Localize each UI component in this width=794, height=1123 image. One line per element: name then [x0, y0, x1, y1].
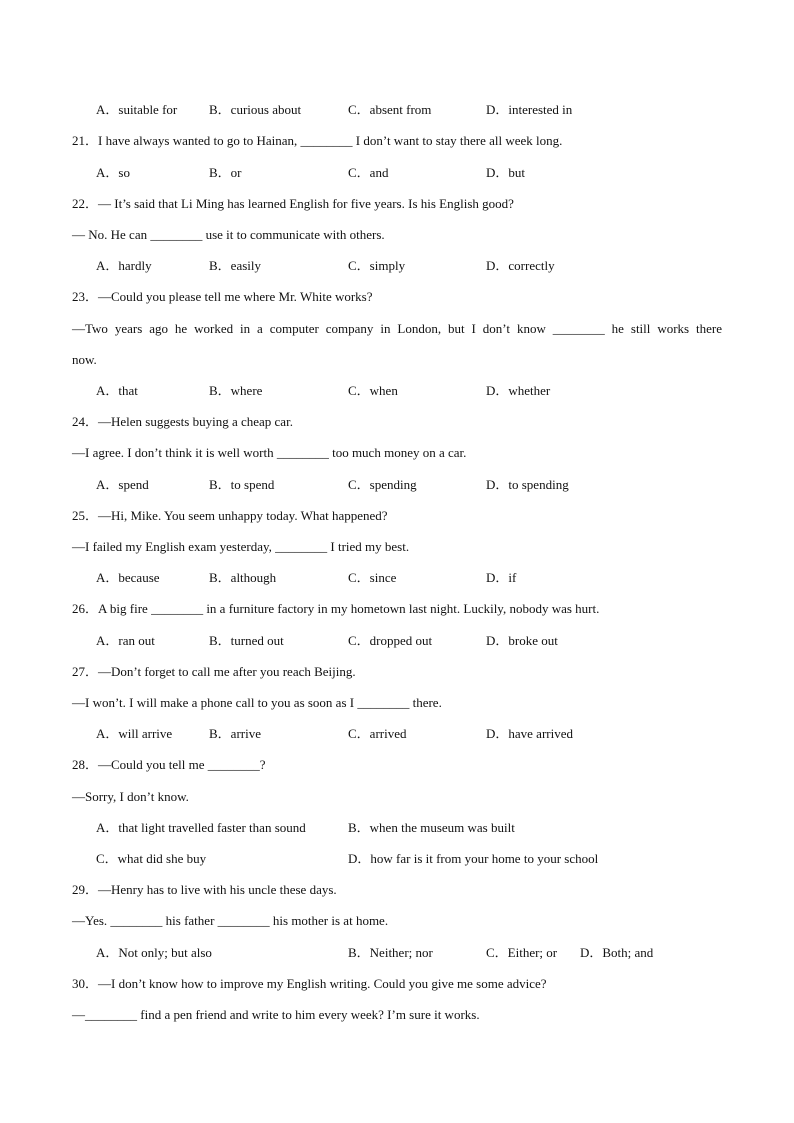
- q23-option-d[interactable]: D．whether: [486, 383, 551, 398]
- q22-reply: — No. He can ________ use it to communicate with others.: [72, 227, 385, 242]
- q28-stem: 28．—Could you tell me ________?: [72, 757, 266, 772]
- q24-option-d[interactable]: D．to spending: [486, 477, 569, 492]
- q25-option-d[interactable]: D．if: [486, 570, 517, 585]
- q24-option-c[interactable]: C．spending: [348, 477, 417, 492]
- q25-option-c[interactable]: C．since: [348, 570, 397, 585]
- q26-stem: 26．A big fire ________ in a furniture factory in my hometown last night. Luckily, nobody was hurt.: [72, 601, 600, 616]
- q20-option-c[interactable]: C．absent from: [348, 102, 432, 117]
- q22-option-a[interactable]: A．hardly: [96, 258, 152, 273]
- q28-options-row1: [0, 819, 794, 837]
- q29-option-b[interactable]: B．Neither; nor: [348, 945, 433, 960]
- q28-option-a[interactable]: A．that light travelled faster than sound: [96, 820, 306, 835]
- q28-options-row2: [0, 850, 794, 868]
- q23-reply: —Two years ago he worked in a computer company in London, but I don’t know ________ he still works there: [72, 321, 722, 336]
- q25-option-a[interactable]: A．because: [96, 570, 160, 585]
- q28-reply: —Sorry, I don’t know.: [72, 789, 189, 804]
- q22-option-c[interactable]: C．simply: [348, 258, 406, 273]
- q27-reply: —I won’t. I will make a phone call to you as soon as I ________ there.: [72, 695, 442, 710]
- q22-options: [0, 257, 794, 275]
- q21-option-a[interactable]: A．so: [96, 165, 130, 180]
- q25-option-b[interactable]: B．although: [209, 570, 277, 585]
- q24-options: [0, 476, 794, 494]
- q20-option-b[interactable]: B．curious about: [209, 102, 302, 117]
- q23-option-b[interactable]: B．where: [209, 383, 263, 398]
- q25-reply: —I failed my English exam yesterday, ________ I tried my best.: [72, 539, 410, 554]
- q24-option-a[interactable]: A．spend: [96, 477, 149, 492]
- q27-option-c[interactable]: C．arrived: [348, 726, 407, 741]
- q25-options: [0, 569, 794, 587]
- q29-option-c[interactable]: C．Either; or: [486, 945, 558, 960]
- q20-options: [0, 101, 794, 119]
- q23-option-a[interactable]: A．that: [96, 383, 138, 398]
- q26-options: [0, 632, 794, 650]
- q28-option-b[interactable]: B．when the museum was built: [348, 820, 515, 835]
- q27-option-d[interactable]: D．have arrived: [486, 726, 573, 741]
- q27-stem: 27．—Don’t forget to call me after you reach Beijing.: [72, 664, 356, 679]
- q22-stem: 22．— It’s said that Li Ming has learned English for five years. Is his English good?: [72, 196, 514, 211]
- q22-option-b[interactable]: B．easily: [209, 258, 261, 273]
- q23-option-c[interactable]: C．when: [348, 383, 398, 398]
- q26-option-a[interactable]: A．ran out: [96, 633, 155, 648]
- q28-option-c[interactable]: C．what did she buy: [96, 851, 207, 866]
- q22-option-d[interactable]: D．correctly: [486, 258, 555, 273]
- q27-option-b[interactable]: B．arrive: [209, 726, 261, 741]
- q25-stem: 25．—Hi, Mike. You seem unhappy today. What happened?: [72, 508, 388, 523]
- q21-stem: 21．I have always wanted to go to Hainan, ________ I don’t want to stay there all week long.: [72, 133, 563, 148]
- q26-option-b[interactable]: B．turned out: [209, 633, 284, 648]
- q26-option-c[interactable]: C．dropped out: [348, 633, 433, 648]
- q27-options: [0, 725, 794, 743]
- q26-option-d[interactable]: D．broke out: [486, 633, 558, 648]
- q20-option-d[interactable]: D．interested in: [486, 102, 573, 117]
- q21-option-b[interactable]: B．or: [209, 165, 242, 180]
- q24-option-b[interactable]: B．to spend: [209, 477, 275, 492]
- q23-options: [0, 382, 794, 400]
- q23-stem: 23．—Could you please tell me where Mr. White works?: [72, 289, 373, 304]
- q29-option-d[interactable]: D．Both; and: [580, 945, 654, 960]
- q24-reply: —I agree. I don’t think it is well worth ________ too much money on a car.: [72, 445, 467, 460]
- q29-stem: 29．—Henry has to live with his uncle these days.: [72, 882, 337, 897]
- q27-option-a[interactable]: A．will arrive: [96, 726, 173, 741]
- q29-option-a[interactable]: A．Not only; but also: [96, 945, 212, 960]
- q21-options: [0, 164, 794, 182]
- q29-reply: —Yes. ________ his father ________ his mother is at home.: [72, 913, 389, 928]
- q29-options: [0, 944, 794, 962]
- q30-stem: 30．—I don’t know how to improve my English writing. Could you give me some advice?: [72, 976, 547, 991]
- q21-option-c[interactable]: C．and: [348, 165, 389, 180]
- q24-stem: 24．—Helen suggests buying a cheap car.: [72, 414, 293, 429]
- q20-option-a[interactable]: A．suitable for: [96, 102, 178, 117]
- q23-reply-continued: now.: [72, 352, 97, 367]
- q28-option-d[interactable]: D．how far is it from your home to your school: [348, 851, 599, 866]
- q30-reply: —________ find a pen friend and write to him every week? I’m sure it works.: [72, 1007, 480, 1022]
- q21-option-d[interactable]: D．but: [486, 165, 526, 180]
